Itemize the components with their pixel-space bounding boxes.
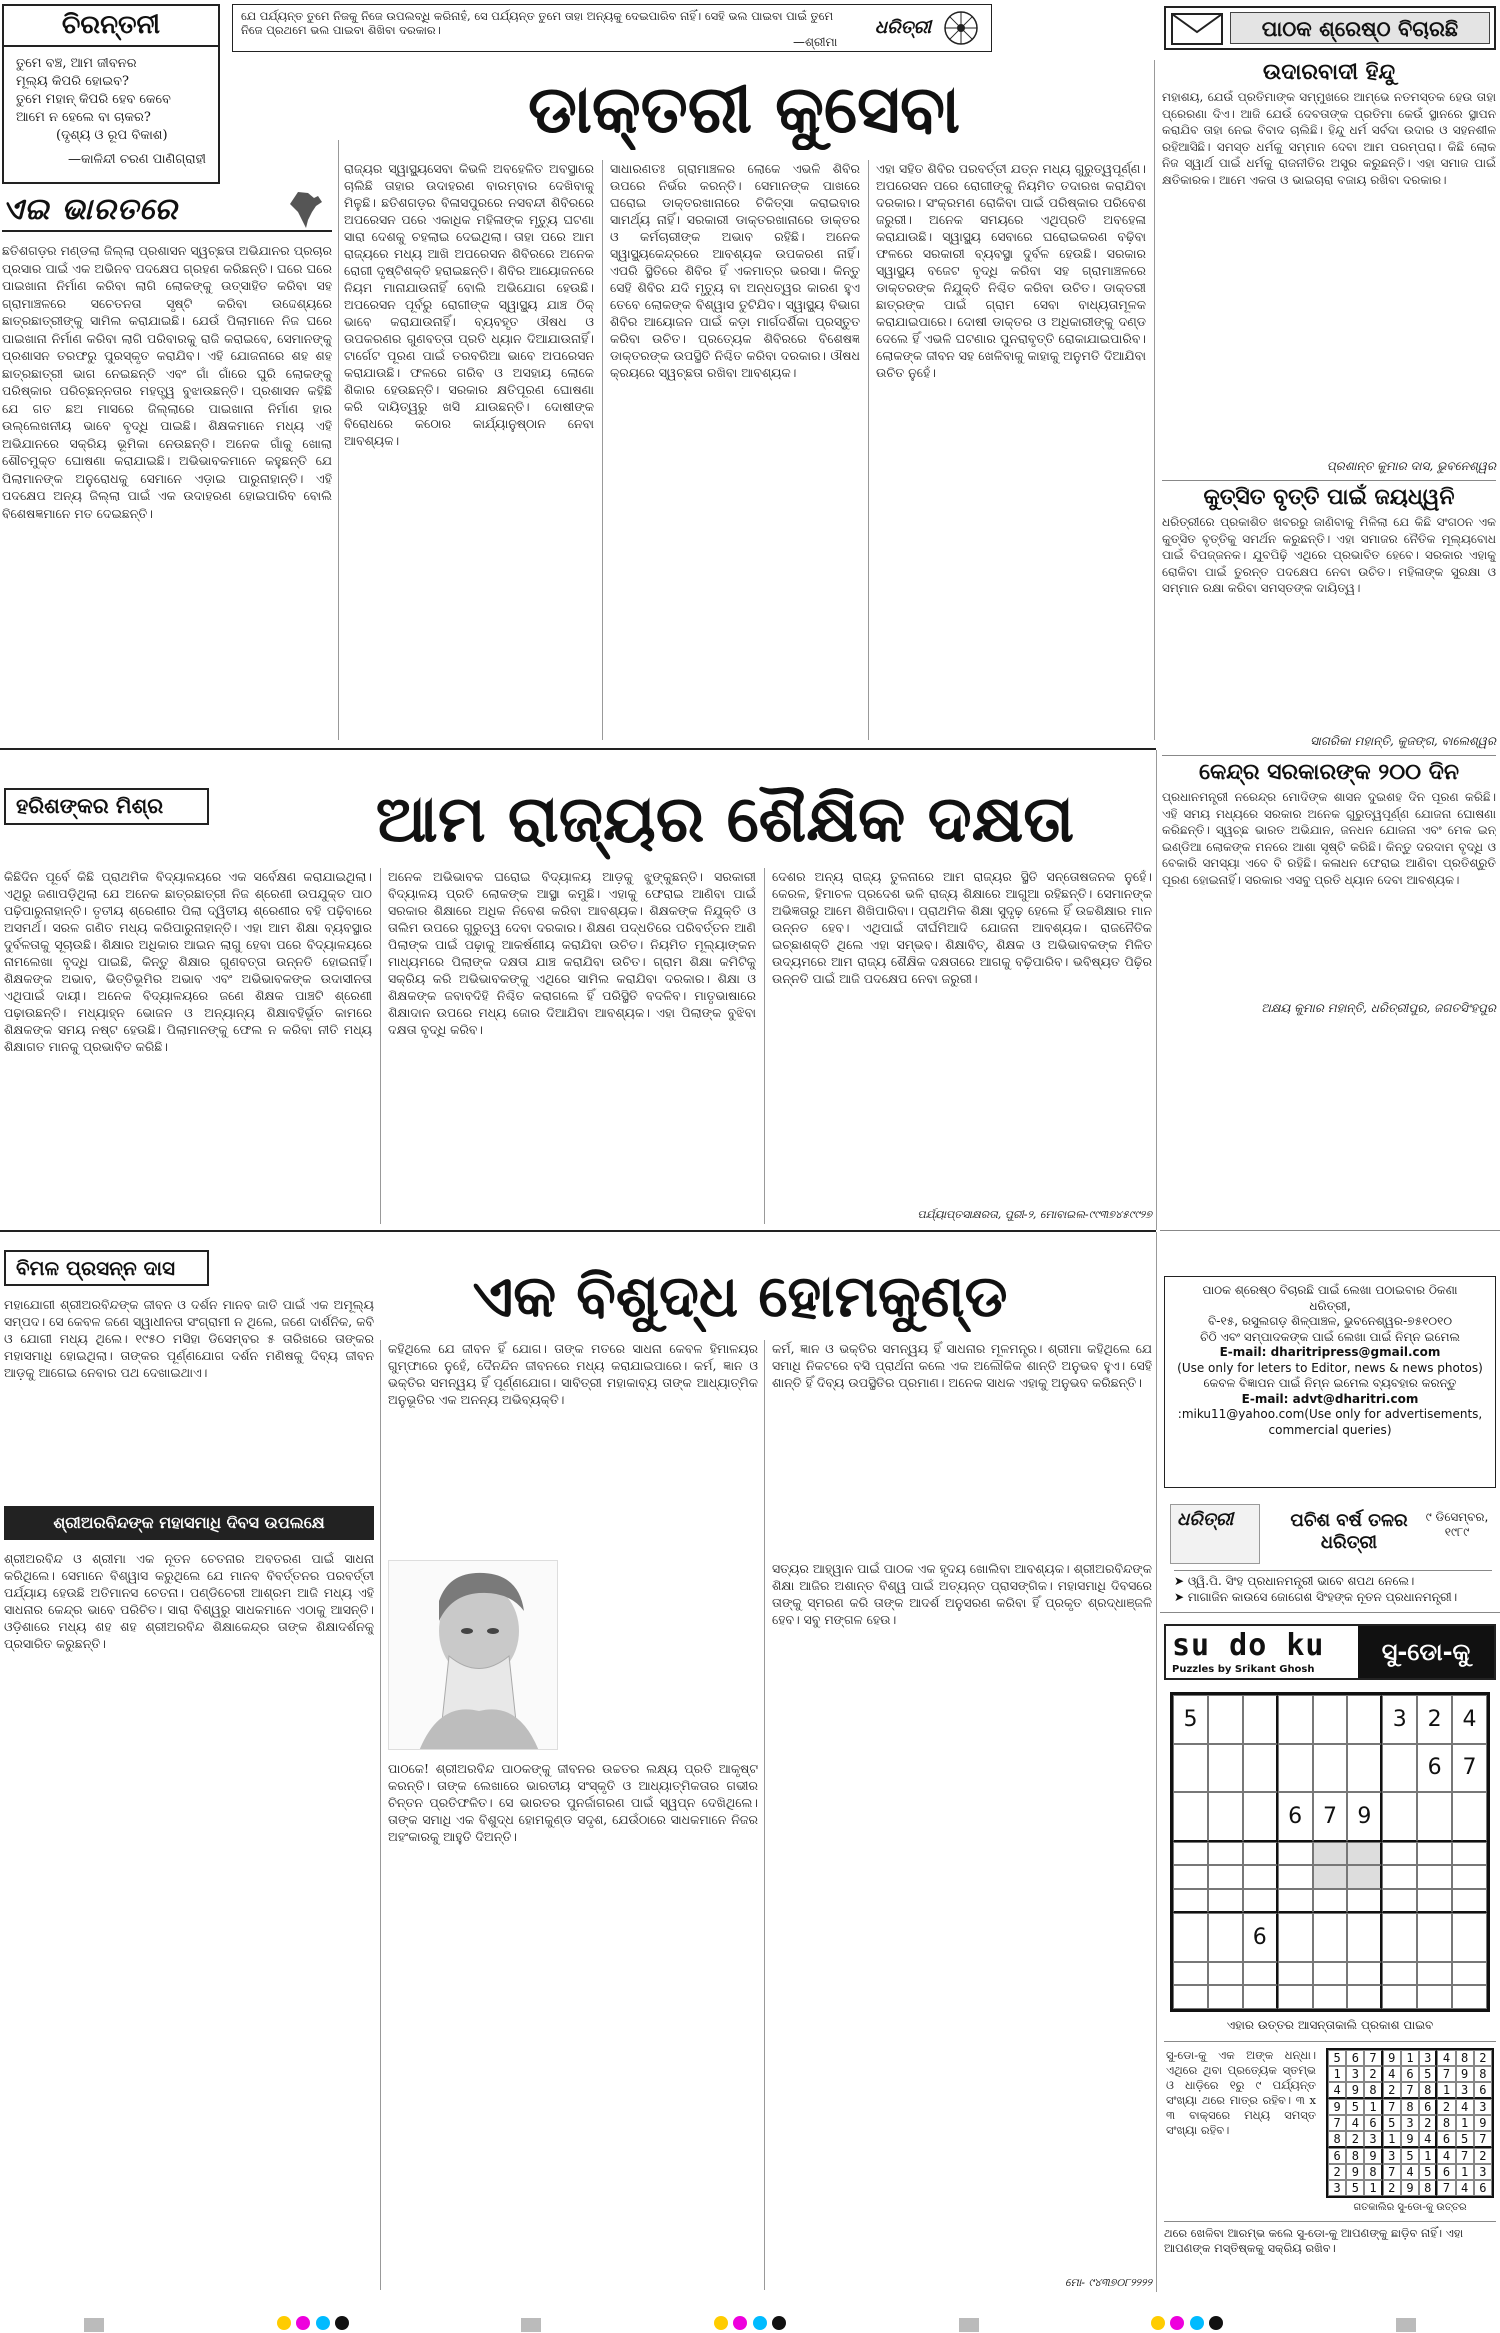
advt-email[interactable]: E-mail: advt@dharitri.com bbox=[1241, 1391, 1419, 1406]
sudoku-cell[interactable] bbox=[1173, 1913, 1208, 1962]
sudoku-cell[interactable] bbox=[1347, 1865, 1382, 1889]
ajibharat-label: ଏଇ ଭାରତରେ bbox=[2, 192, 332, 232]
solution-cell: 9 bbox=[1401, 2180, 1419, 2196]
solution-cell: 4 bbox=[1437, 2050, 1455, 2066]
chirantani-title: ଚିରନ୍ତନୀ bbox=[4, 6, 218, 47]
sudoku-cell[interactable] bbox=[1208, 1842, 1243, 1866]
solution-cell: 2 bbox=[1437, 2099, 1455, 2115]
sudoku-cell[interactable] bbox=[1382, 1792, 1417, 1842]
chirantani-box bbox=[2, 4, 220, 184]
sudoku-cell[interactable] bbox=[1173, 1985, 1208, 2009]
sudoku-cell[interactable] bbox=[1173, 1744, 1208, 1793]
grey-block bbox=[84, 2318, 104, 2332]
sudoku-cell[interactable]: 5 bbox=[1173, 1695, 1208, 1744]
sudoku-cell[interactable]: 6 bbox=[1243, 1913, 1278, 1962]
solution-cell: 6 bbox=[1401, 2066, 1419, 2082]
article2-title: ଆମ ରାଜ୍ୟର ଶୈକ୍ଷିକ ଦକ୍ଷତା bbox=[375, 783, 1075, 857]
solution-cell: 6 bbox=[1474, 2180, 1492, 2196]
solution-cell: 3 bbox=[1346, 2066, 1364, 2082]
article2-signoff: ପର୍ଯ୍ୟାପ୍ତସାକ୍ଷରତା, ପୁରୀ-୨, ମୋବାଇଲ-୯୯୩୭୪୫୯୯୨୭ bbox=[917, 1208, 1152, 1221]
article1-title: ଡାକ୍ତରୀ କୁସେବା bbox=[527, 71, 961, 148]
sudoku-footer: ଥରେ ଖେଳିବା ଆରମ୍ଭ କଲେ ସୁ-ଡୋ-କୁ ଆପଣଙ୍କୁ ଛାଡ଼ିବ ନାହିଁ। ଏହା ଆପଣଙ୍କ ମସ୍ତିଷ୍କକୁ ସକ୍ରିୟ ରଖିବ। bbox=[1164, 2221, 1496, 2257]
article3-signoff: ମୋ- ୯୪୩୭୦୮୨୨୨୨ bbox=[1065, 2276, 1152, 2289]
sudoku-cell[interactable] bbox=[1243, 1792, 1278, 1842]
solution-cell: 6 bbox=[1419, 2099, 1437, 2115]
letters-header bbox=[1164, 6, 1496, 50]
sudoku-cell[interactable]: 6 bbox=[1278, 1792, 1313, 1842]
address-line: ଚିଠି ଏବଂ ସମ୍ପାଦକଙ୍କ ପାଇଁ ଲେଖା ପାଇଁ ନିମ୍ନ ଇମେଲ bbox=[1200, 1329, 1460, 1344]
sudoku-cell[interactable]: 9 bbox=[1347, 1792, 1382, 1842]
ajibharat-box bbox=[2, 192, 332, 742]
solution-cell: 3 bbox=[1474, 2099, 1492, 2115]
sudoku-cell[interactable] bbox=[1278, 1744, 1313, 1793]
grey-block bbox=[521, 2318, 541, 2332]
solution-cell: 9 bbox=[1401, 2131, 1419, 2148]
solution-cell: 2 bbox=[1419, 2115, 1437, 2131]
sudoku-cell[interactable]: 7 bbox=[1313, 1792, 1348, 1842]
sudoku-cell[interactable] bbox=[1417, 1913, 1452, 1962]
quote-text: ଯେ ପର୍ଯ୍ୟନ୍ତ ତୁମେ ନିଜକୁ ନିଜେ ଉପଲବ୍ଧି କରିନାହଁ, ସେ ପର୍ଯ୍ୟନ୍ତ ତୁମେ ତାହା ଅନ୍ୟକୁ ଦେଇପାରିବ ନାହିଁ। ସେହି ଭଲ ପାଇବା ପାଇଁ ତୁମେ ନିଜେ ପ୍ରଥମେ ଭଲ ପାଇବା ଶିଖିବା ଦରକାର। bbox=[241, 9, 834, 37]
sudoku-subtitle: Puzzles by Srikant Ghosh bbox=[1172, 1664, 1315, 1675]
sudoku-cell[interactable] bbox=[1173, 1792, 1208, 1842]
quote-banner bbox=[232, 4, 992, 52]
solution-cell: 3 bbox=[1419, 2050, 1437, 2066]
solution-cell: 1 bbox=[1401, 2050, 1419, 2066]
sudoku-cell[interactable] bbox=[1347, 1913, 1382, 1962]
solution-cell: 4 bbox=[1346, 2115, 1364, 2131]
sudoku-cell[interactable] bbox=[1278, 1962, 1313, 1986]
article3-title: ଏକ ବିଶୁଦ୍ଧ ହୋମକୁଣ୍ଡ bbox=[472, 1262, 1008, 1330]
article3-col2: କହିଥିଲେ ଯେ ଜୀବନ ହିଁ ଯୋଗ। ତାଙ୍କ ମତରେ ସାଧନା କେବଳ ହିମାଳୟର ଗୁମ୍ଫାରେ ନୁହେଁ, ଦୈନନ୍ଦିନ ଜୀବନରେ ମଧ୍ୟ କରାଯାଇପାରେ। କର୍ମ, ଜ୍ଞାନ ଓ ଭକ୍ତିର ସମନ୍ୱୟ ହିଁ ପୂର୍ଣ୍ଣଯୋଗ। ସାବିତ୍ରୀ ମହାକାବ୍ୟ ତାଙ୍କ ଆଧ୍ୟାତ୍ମିକ ଅନୁଭୂତିର ଏକ ଅନନ୍ୟ ଅଭିବ୍ୟକ୍ତି। bbox=[388, 1341, 758, 1407]
solution-cell: 8 bbox=[1328, 2131, 1346, 2148]
sudoku-solution-caption: ଗତକାଲିର ସୁ-ଡୋ-କୁ ଉତ୍ତର bbox=[1353, 2202, 1467, 2213]
sudoku-cell[interactable]: 2 bbox=[1417, 1695, 1452, 1744]
article3-col1: ମହାଯୋଗୀ ଶ୍ରୀଅରବିନ୍ଦଙ୍କ ଜୀବନ ଓ ଦର୍ଶନ ମାନବ ଜାତି ପାଇଁ ଏକ ଅମୂଲ୍ୟ ସମ୍ପଦ। ସେ କେବଳ ଜଣେ ସ୍ୱାଧୀନତା ସଂଗ୍ରାମୀ ନ ଥିଲେ, ଜଣେ ଦାର୍ଶନିକ, କବି ଓ ଯୋଗୀ ମଧ୍ୟ ଥିଲେ। ୧୯୫୦ ମସିହା ଡିସେମ୍ବର ୫ ତାରିଖରେ ତାଙ୍କର ମହାସମାଧି ହୋଇଥିଲା। ତାଙ୍କର ପୂର୍ଣ୍ଣଯୋଗ ଦର୍ଶନ ମଣିଷକୁ ଦିବ୍ୟ ଜୀବନ ଆଡ଼କୁ ଆଗେଇ ନେବାର ପଥ ଦେଖାଇଥାଏ। bbox=[4, 1297, 374, 1380]
solution-cell: 9 bbox=[1364, 2148, 1382, 2164]
poem-line: ଆମେ ନ ହେଲେ ବା ଚାକର? bbox=[16, 110, 151, 125]
solution-cell: 9 bbox=[1346, 2164, 1364, 2180]
solution-cell: 4 bbox=[1383, 2066, 1401, 2082]
solution-cell: 8 bbox=[1456, 2050, 1474, 2066]
article3-author: ବିମଳ ପ୍ରସନ୍ନ ଦାସ bbox=[4, 1250, 209, 1286]
editor-email-note: (Use only for leters to Editor, news & news photos) bbox=[1177, 1360, 1483, 1375]
sudoku-cell[interactable] bbox=[1347, 1744, 1382, 1793]
letter1-signature: ପ୍ରଶାନ୍ତ କୁମାର ଦାସ, ଭୁବନେଶ୍ୱର bbox=[1326, 459, 1496, 473]
sudoku-cell[interactable] bbox=[1313, 1985, 1348, 2009]
solution-cell: 6 bbox=[1328, 2148, 1346, 2164]
letter3-signature: ଅକ୍ଷୟ କୁମାର ମହାନ୍ତି, ଧରିତ୍ରୀପୁର, ଜଗତସିଂହପୁର bbox=[1261, 1001, 1496, 1015]
solution-cell: 1 bbox=[1456, 2164, 1474, 2180]
solution-cell: 8 bbox=[1346, 2148, 1364, 2164]
sudoku-cell[interactable] bbox=[1278, 1913, 1313, 1962]
sudoku-cell[interactable] bbox=[1313, 1865, 1348, 1889]
solution-cell: 9 bbox=[1328, 2099, 1346, 2115]
article3-subhead: ଶ୍ରୀଅରବିନ୍ଦଙ୍କ ମହାସମାଧି ଦିବସ ଉପଲକ୍ଷେ bbox=[4, 1506, 374, 1540]
aurobindo-photo bbox=[388, 1560, 558, 1750]
letter3-body: ପ୍ରଧାନମନ୍ତ୍ରୀ ନରେନ୍ଦ୍ର ମୋଦିଙ୍କ ଶାସନ ଦୁଇଶହ ଦିନ ପୂରଣ କରିଛି। ଏହି ସମୟ ମଧ୍ୟରେ ସରକାର ଅନେକ ଗୁରୁତ୍ୱପୂର୍ଣ୍ଣ ଯୋଜନା ଘୋଷଣା କରିଛନ୍ତି। ସ୍ୱଚ୍ଛ ଭାରତ ଅଭିଯାନ, ଜନଧନ ଯୋଜନା ଏବଂ ମେକ ଇନ୍ ଇଣ୍ଡିଆ ଲୋକଙ୍କ ମନରେ ଆଶା ସୃଷ୍ଟି କରିଛି। କିନ୍ତୁ ଦରଦାମ ବୃଦ୍ଧି ଓ ବେକାରି ସମସ୍ୟା ଏବେ ବି ରହିଛି। କଳାଧନ ଫେରାଇ ଆଣିବା ପ୍ରତିଶ୍ରୁତି ପୂରଣ ହୋଇନାହିଁ। ସରକାର ଏସବୁ ପ୍ରତି ଧ୍ୟାନ ଦେବା ଆବଶ୍ୟକ। bbox=[1162, 790, 1496, 887]
solution-cell: 7 bbox=[1401, 2082, 1419, 2099]
sudoku-cell[interactable] bbox=[1243, 1842, 1278, 1866]
solution-cell: 6 bbox=[1437, 2164, 1455, 2180]
sudoku-cell[interactable] bbox=[1382, 1889, 1417, 1914]
sudoku-cell[interactable] bbox=[1452, 1913, 1487, 1962]
sudoku-cell[interactable] bbox=[1208, 1985, 1243, 2009]
solution-cell: 2 bbox=[1474, 2148, 1492, 2164]
sudoku-cell[interactable] bbox=[1452, 1962, 1487, 1986]
envelope-icon bbox=[1170, 12, 1224, 46]
sudoku-brand: su do ku bbox=[1172, 1628, 1325, 1663]
sudoku-cell[interactable] bbox=[1417, 1865, 1452, 1889]
sudoku-cell[interactable]: 6 bbox=[1417, 1744, 1452, 1793]
sudoku-cell[interactable] bbox=[1313, 1889, 1348, 1914]
article3-col3: କର୍ମ, ଜ୍ଞାନ ଓ ଭକ୍ତିର ସମନ୍ୱୟ ହିଁ ସାଧନାର ମୂଳମନ୍ତ୍ର। ଶ୍ରୀମା କହିଥିଲେ ଯେ ସମାଧି ନିକଟରେ ବସି ପ୍ରାର୍ଥନା କଲେ ଏକ ଅଲୌକିକ ଶାନ୍ତି ଅନୁଭବ ହୁଏ। ସେହି ଶାନ୍ତି ହିଁ ଦିବ୍ୟ ଉପସ୍ଥିତିର ପ୍ରମାଣ। ଅନେକ ସାଧକ ଏହାକୁ ଅନୁଭବ କରିଛନ୍ତି। bbox=[772, 1341, 1152, 1390]
dharitri-ago-label: ପଚିଶ ବର୍ଷ ତଳର ଧରିତ୍ରୀ bbox=[1290, 1510, 1408, 1553]
solution-cell: 4 bbox=[1437, 2148, 1455, 2164]
article2-col1: କିଛିଦିନ ପୂର୍ବେ କିଛି ପ୍ରାଥମିକ ବିଦ୍ୟାଳୟରେ ଏକ ସର୍ବେକ୍ଷଣ କରାଯାଇଥିଲା। ଏଥିରୁ ଜଣାପଡ଼ିଥିଲା ଯେ ଅନେକ ଛାତ୍ରଛାତ୍ରୀ ନିଜ ଶ୍ରେଣୀ ଉପଯୁକ୍ତ ପାଠ ପଢ଼ିପାରୁନାହାନ୍ତି। ତୃତୀୟ ଶ୍ରେଣୀର ପିଲା ଦ୍ୱିତୀୟ ଶ୍ରେଣୀର ବହି ପଢ଼ିବାରେ ଅସମର୍ଥ। ସରଳ ଗଣିତ ମଧ୍ୟ କରିପାରୁନାହାନ୍ତି। ଏହା ଆମ ଶିକ୍ଷା ବ୍ୟବସ୍ଥାର ଦୁର୍ବଳତାକୁ ସୂଚାଉଛି। ଶିକ୍ଷାର ଅଧିକାର ଆଇନ ଲାଗୁ ହେବା ପରେ ବିଦ୍ୟାଳୟରେ ନାମଲେଖା ବୃଦ୍ଧି ପାଇଛି, କିନ୍ତୁ ଶିକ୍ଷାର ଗୁଣବତ୍ତା ଉନ୍ନତି ହୋଇନାହିଁ। ଶିକ୍ଷକଙ୍କ ଅଭାବ, ଭିତ୍ତିଭୂମିର ଅଭାବ ଏବଂ ଅଭିଭାବକଙ୍କ ଉଦାସୀନତା ଏଥିପାଇଁ ଦାୟୀ। ଅନେକ ବିଦ୍ୟାଳୟରେ ଜଣେ ଶିକ୍ଷକ ପାଞ୍ଚଟି ଶ୍ରେଣୀ ପଢ଼ାଉଛନ୍ତି। ମଧ୍ୟାହ୍ନ ଭୋଜନ ଓ ଅନ୍ୟାନ୍ୟ ଶିକ୍ଷାବହିର୍ଭୂତ କାମରେ ଶିକ୍ଷକଙ୍କ ସମୟ ନଷ୍ଟ ହେଉଛି। ପିଲାମାନଙ୍କୁ ଫେଲ ନ କରିବା ନୀତି ମଧ୍ୟ ଶିକ୍ଷାଗତ ମାନକୁ ପ୍ରଭାବିତ କରିଛି। bbox=[4, 869, 372, 1054]
ago-item: ➤ ମାଗାଜିନ କାଉସେ ଜୋଗେଶ ସିଂହଙ୍କ ନୂତନ ପ୍ରଧାନମନ୍ତ୍ରୀ। bbox=[1174, 1590, 1458, 1604]
solution-cell: 5 bbox=[1346, 2099, 1364, 2115]
dharitri-logo-small: ଧରିତ୍ରୀ bbox=[874, 17, 931, 38]
solution-cell: 5 bbox=[1383, 2115, 1401, 2131]
solution-cell: 6 bbox=[1364, 2115, 1382, 2131]
india-map-icon bbox=[286, 190, 326, 230]
letter1-title: ଉଦାରବାଦୀ ହିନ୍ଦୁ bbox=[1262, 60, 1396, 85]
sudoku-cell[interactable] bbox=[1452, 1792, 1487, 1842]
solution-cell: 9 bbox=[1474, 2115, 1492, 2131]
ago-item: ➤ ଓ୍ୱି.ପି. ସିଂହ ପ୍ରଧାନମନ୍ତ୍ରୀ ଭାବେ ଶପଥ ନେଲେ। bbox=[1174, 1574, 1415, 1588]
letter2-body: ଧରିତ୍ରୀରେ ପ୍ରକାଶିତ ଖବରରୁ ଜାଣିବାକୁ ମିଳିଲା ଯେ କିଛି ସଂଗଠନ ଏକ କୁତ୍ସିତ ବୃତ୍ତିକୁ ସମର୍ଥନ କରୁଛନ୍ତି। ଏହା ସମାଜର ନୈତିକ ମୂଲ୍ୟବୋଧ ପାଇଁ ବିପଜ୍ଜନକ। ଯୁବପିଢ଼ି ଏଥିରେ ପ୍ରଭାବିତ ହେବେ। ସରକାର ଏହାକୁ ରୋକିବା ପାଇଁ ତୁରନ୍ତ ପଦକ୍ଷେପ ନେବା ଉଚିତ। ମହିଳାଙ୍କ ସୁରକ୍ଷା ଓ ସମ୍ମାନ ରକ୍ଷା କରିବା ସମସ୍ତଙ୍କ ଦାୟିତ୍ୱ। bbox=[1162, 515, 1496, 595]
sudoku-cell[interactable] bbox=[1208, 1913, 1243, 1962]
sudoku-cell[interactable] bbox=[1382, 1985, 1417, 2009]
solution-cell: 2 bbox=[1383, 2082, 1401, 2099]
advt-email-alt[interactable]: :miku11@yahoo.com(Use only for advertisements, commercial queries) bbox=[1177, 1407, 1483, 1437]
sudoku-cell[interactable] bbox=[1243, 1889, 1278, 1914]
sudoku-cell[interactable] bbox=[1173, 1962, 1208, 1986]
letter3-title: କେନ୍ଦ୍ର ସରକାରଙ୍କ ୨୦୦ ଦିନ bbox=[1162, 755, 1496, 785]
solution-cell: 2 bbox=[1364, 2066, 1382, 2082]
sudoku-cell[interactable] bbox=[1417, 1962, 1452, 1986]
solution-cell: 8 bbox=[1419, 2082, 1437, 2099]
chakra-icon bbox=[943, 10, 979, 46]
sudoku-cell[interactable] bbox=[1313, 1913, 1348, 1962]
sudoku-cell[interactable] bbox=[1347, 1985, 1382, 2009]
sudoku-cell[interactable] bbox=[1452, 1842, 1487, 1866]
solution-cell: 6 bbox=[1437, 2131, 1455, 2148]
solution-cell: 3 bbox=[1401, 2115, 1419, 2131]
sudoku-cell[interactable]: 7 bbox=[1452, 1744, 1487, 1793]
solution-cell: 1 bbox=[1456, 2115, 1474, 2131]
solution-cell: 1 bbox=[1437, 2082, 1455, 2099]
solution-cell: 8 bbox=[1401, 2099, 1419, 2115]
solution-cell: 7 bbox=[1474, 2131, 1492, 2148]
sudoku-cell[interactable] bbox=[1278, 1865, 1313, 1889]
sudoku-cell[interactable] bbox=[1382, 1842, 1417, 1866]
solution-cell: 2 bbox=[1383, 2180, 1401, 2196]
sudoku-solution-grid bbox=[1326, 2048, 1494, 2198]
sudoku-cell[interactable] bbox=[1347, 1695, 1382, 1744]
advt-email-label: କେବଳ ବିଜ୍ଞାପନ ପାଇଁ ନିମ୍ନ ଇମେଲ ବ୍ୟବହାର କରନ୍ତୁ bbox=[1203, 1376, 1457, 1390]
solution-cell: 8 bbox=[1419, 2180, 1437, 2196]
address-line: ଧରିତ୍ରୀ, bbox=[1309, 1298, 1351, 1313]
sudoku-cell[interactable] bbox=[1313, 1744, 1348, 1793]
sudoku-cell[interactable] bbox=[1173, 1865, 1208, 1889]
solution-cell: 3 bbox=[1383, 2148, 1401, 2164]
solution-cell: 1 bbox=[1364, 2180, 1382, 2196]
editor-email[interactable]: E-mail: dharitripress@gmail.com bbox=[1219, 1345, 1441, 1359]
solution-cell: 1 bbox=[1364, 2099, 1382, 2115]
solution-cell: 8 bbox=[1437, 2115, 1455, 2131]
sudoku-cell[interactable] bbox=[1243, 1695, 1278, 1744]
color-dots bbox=[1151, 2315, 1222, 2333]
article1-col1: ରାଜ୍ୟର ସ୍ୱାସ୍ଥ୍ୟସେବା କିଭଳି ଅବହେଳିତ ଅବସ୍ଥାରେ ଚାଲିଛି ତାହାର ଉଦାହରଣ ବାରମ୍ବାର ଦେଖିବାକୁ ମିଳୁଛି। ଛତିଶଗଡ଼ର ବିଳାସପୁରରେ ନସବନ୍ଦୀ ଶିବିରରେ ଅପରେସନ ପରେ ଏକାଧିକ ମହିଳାଙ୍କ ମୃତ୍ୟୁ ଘଟଣା ସାରା ଦେଶକୁ ଚହଲାଇ ଦେଇଥିଲା। ତାହା ପରେ ଆମ ରାଜ୍ୟରେ ମଧ୍ୟ ଆଖି ଅପରେସନ ଶିବିରରେ ଅନେକ ରୋଗୀ ଦୃଷ୍ଟିଶକ୍ତି ହରାଇଛନ୍ତି। ଶିବିର ଆୟୋଜନରେ ନିୟମ ମାନାଯାଉନାହିଁ ବୋଲି ଅଭିଯୋଗ ହେଉଛି। ଅପରେସନ ପୂର୍ବରୁ ରୋଗୀଙ୍କ ସ୍ୱାସ୍ଥ୍ୟ ଯାଞ୍ଚ ଠିକ୍ ଭାବେ କରାଯାଉନାହିଁ। ବ୍ୟବହୃତ ଔଷଧ ଓ ଉପକରଣର ଗୁଣବତ୍ତା ପ୍ରତି ଧ୍ୟାନ ଦିଆଯାଉନାହିଁ। ଟାର୍ଗେଟ ପୂରଣ ପାଇଁ ତରବରିଆ ଭାବେ ଅପରେସନ କରାଯାଉଛି। ଫଳରେ ଗରିବ ଓ ଅସହାୟ ଲୋକେ ଶିକାର ହେଉଛନ୍ତି। ସରକାର କ୍ଷତିପୂରଣ ଘୋଷଣା କରି ଦାୟିତ୍ୱରୁ ଖସି ଯାଉଛନ୍ତି। ଦୋଷୀଙ୍କ ବିରୋଧରେ କଠୋର କାର୍ଯ୍ୟାନୁଷ୍ଠାନ ନେବା ଆବଶ୍ୟକ। bbox=[344, 161, 594, 448]
sudoku-cell[interactable] bbox=[1452, 1985, 1487, 2009]
sudoku-cell[interactable] bbox=[1382, 1744, 1417, 1793]
solution-cell: 3 bbox=[1474, 2164, 1492, 2180]
sudoku-cell[interactable]: 4 bbox=[1452, 1695, 1487, 1744]
sudoku-cell[interactable] bbox=[1208, 1695, 1243, 1744]
poem-author: —କାଳିନ୍ଦୀ ଚରଣ ପାଣିଗ୍ରାହୀ bbox=[67, 152, 206, 167]
solution-cell: 1 bbox=[1383, 2131, 1401, 2148]
solution-cell: 8 bbox=[1364, 2164, 1382, 2180]
sudoku-cell[interactable] bbox=[1278, 1889, 1313, 1914]
solution-cell: 2 bbox=[1474, 2050, 1492, 2066]
solution-cell: 4 bbox=[1401, 2164, 1419, 2180]
solution-cell: 7 bbox=[1437, 2066, 1455, 2082]
letters-header-title: ପାଠକ ଶ୍ରେଷ୍ଠ ବିଚାରଛି bbox=[1230, 12, 1490, 44]
sudoku-cell[interactable] bbox=[1417, 1842, 1452, 1866]
solution-cell: 4 bbox=[1456, 2099, 1474, 2115]
solution-cell: 6 bbox=[1346, 2050, 1364, 2066]
sudoku-brand-odia: ସୁ-ଡୋ-କୁ bbox=[1358, 1626, 1494, 1678]
solution-cell: 9 bbox=[1383, 2050, 1401, 2066]
address-line: ପାଠକ ଶ୍ରେଷ୍ଠ ବିଚାରଛି ପାଇଁ ଲେଖା ପଠାଇବାର ଠିକଣା bbox=[1202, 1283, 1458, 1297]
solution-cell: 3 bbox=[1364, 2131, 1382, 2148]
dharitri-ago-logo: ଧରିତ୍ରୀ bbox=[1177, 1509, 1234, 1530]
solution-cell: 4 bbox=[1328, 2082, 1346, 2099]
sudoku-cell[interactable] bbox=[1347, 1889, 1382, 1914]
sudoku-cell[interactable] bbox=[1417, 1985, 1452, 2009]
article2-col3: ଦେଶର ଅନ୍ୟ ରାଜ୍ୟ ତୁଳନାରେ ଆମ ରାଜ୍ୟର ସ୍ଥିତି ସନ୍ତୋଷଜନକ ନୁହେଁ। କେରଳ, ହିମାଚଳ ପ୍ରଦେଶ ଭଳି ରାଜ୍ୟ ଶିକ୍ଷାରେ ଆଗୁଆ ରହିଛନ୍ତି। ସେମାନଙ୍କ ଅଭିଜ୍ଞତାରୁ ଆମେ ଶିଖିପାରିବା। ପ୍ରାଥମିକ ଶିକ୍ଷା ସୁଦୃଢ଼ ହେଲେ ହିଁ ଉଚ୍ଚଶିକ୍ଷାର ମାନ ଉନ୍ନତ ହେବ। ଏଥିପାଇଁ ଦୀର୍ଘମିଆଦି ଯୋଜନା ଆବଶ୍ୟକ। ରାଜନୈତିକ ଇଚ୍ଛାଶକ୍ତି ଥିଲେ ଏହା ସମ୍ଭବ। ଶିକ୍ଷାବିତ୍, ଶିକ୍ଷକ ଓ ଅଭିଭାବକଙ୍କ ମିଳିତ ଉଦ୍ୟମରେ ଆମ ରାଜ୍ୟ ଶୈକ୍ଷିକ ଦକ୍ଷତାରେ ଆଗକୁ ବଢ଼ିପାରିବ। ଭବିଷ୍ୟତ ପିଢ଼ିର ଉନ୍ନତି ପାଇଁ ଆଜି ପଦକ୍ଷେପ ନେବା ଜରୁରୀ। bbox=[772, 869, 1152, 986]
sudoku-answer-note: ଏହାର ଉତ୍ତର ଆସନ୍ତାକାଲି ପ୍ରକାଶ ପାଇବ bbox=[1226, 2018, 1434, 2032]
sudoku-cell[interactable] bbox=[1243, 1865, 1278, 1889]
solution-cell: 5 bbox=[1328, 2050, 1346, 2066]
sudoku-cell[interactable] bbox=[1382, 1913, 1417, 1962]
sudoku-cell[interactable] bbox=[1347, 1842, 1382, 1866]
solution-cell: 7 bbox=[1364, 2050, 1382, 2066]
sudoku-cell[interactable] bbox=[1313, 1962, 1348, 1986]
solution-cell: 2 bbox=[1346, 2131, 1364, 2148]
poem-line: ତୁମେ ମହାନ୍ କିପରି ହେବ କେବେ bbox=[16, 92, 171, 107]
address-line: ବି-୧୫, ରସୁଲଗଡ଼ ଶିଳ୍ପାଞ୍ଚଳ, ଭୁବନେଶ୍ୱର-୭୫୧୦୧୦ bbox=[1207, 1314, 1453, 1328]
grey-block bbox=[959, 2318, 979, 2332]
solution-cell: 4 bbox=[1419, 2131, 1437, 2148]
solution-cell: 7 bbox=[1383, 2164, 1401, 2180]
sudoku-grid[interactable] bbox=[1170, 1692, 1490, 2012]
portrait-illustration bbox=[389, 1561, 558, 1750]
sudoku-cell[interactable] bbox=[1417, 1889, 1452, 1914]
solution-cell: 4 bbox=[1456, 2180, 1474, 2196]
solution-cell: 9 bbox=[1456, 2066, 1474, 2082]
solution-cell: 1 bbox=[1419, 2148, 1437, 2164]
letter2-signature: ସାଗରିକା ମହାନ୍ତି, କୁଜଙ୍ଗ, ବାଲେଶ୍ୱର bbox=[1310, 734, 1496, 748]
sudoku-cell[interactable] bbox=[1173, 1889, 1208, 1914]
sudoku-rules: ସୁ-ଡୋ-କୁ ଏକ ଅଙ୍କ ଧନ୍ଧା। ଏଥିରେ ଥିବା ପ୍ରତ୍ୟେକ ସ୍ତମ୍ଭ ଓ ଧାଡ଼ିରେ ୧ରୁ ୯ ପର୍ଯ୍ୟନ୍ତ ସଂଖ୍ୟା ଥରେ ମାତ୍ର ରହିବ। ୩ x ୩ ବାକ୍ସରେ ମଧ୍ୟ ସମସ୍ତ ସଂଖ୍ୟା ରହିବ। bbox=[1166, 2048, 1316, 2137]
article2-author: ହରିଶଙ୍କର ମିଶ୍ର bbox=[4, 788, 209, 825]
solution-cell: 8 bbox=[1474, 2066, 1492, 2082]
sudoku-cell[interactable] bbox=[1417, 1792, 1452, 1842]
solution-cell: 5 bbox=[1419, 2164, 1437, 2180]
article3-col3b: ସତ୍ୟର ଆହ୍ୱାନ ପାଇଁ ପାଠକ ଏକ ହୃଦୟ ଖୋଲିବା ଆବଶ୍ୟକ। ଶ୍ରୀଅରବିନ୍ଦଙ୍କ ଶିକ୍ଷା ଆଜିର ଅଶାନ୍ତ ବିଶ୍ୱ ପାଇଁ ଅତ୍ୟନ୍ତ ପ୍ରାସଙ୍ଗିକ। ମହାସମାଧି ଦିବସରେ ତାଙ୍କୁ ସ୍ମରଣ କରି ତାଙ୍କ ଆଦର୍ଶ ଅନୁସରଣ କରିବା ହିଁ ପ୍ରକୃତ ଶ୍ରଦ୍ଧାଞ୍ଜଳି ହେବ। ସବୁ ମଙ୍ଗଳ ହେଉ। bbox=[772, 1561, 1152, 1627]
article2-col2: ଅନେକ ଅଭିଭାବକ ଘରୋଇ ବିଦ୍ୟାଳୟ ଆଡ଼କୁ ଝୁଙ୍କୁଛନ୍ତି। ସରକାରୀ ବିଦ୍ୟାଳୟ ପ୍ରତି ଲୋକଙ୍କ ଆସ୍ଥା କମୁଛି। ଏହାକୁ ଫେରାଇ ଆଣିବା ପାଇଁ ସରକାର ଶିକ୍ଷାରେ ଅଧିକ ନିବେଶ କରିବା ଆବଶ୍ୟକ। ଶିକ୍ଷକଙ୍କ ନିଯୁକ୍ତି ଓ ତାଲିମ ଉପରେ ଗୁରୁତ୍ୱ ଦେବା ଦରକାର। ଶିକ୍ଷଣ ପଦ୍ଧତିରେ ପରିବର୍ତ୍ତନ ଆଣି ପିଲାଙ୍କ ପାଇଁ ପଢ଼ାକୁ ଆକର୍ଷଣୀୟ କରାଯିବା ଉଚିତ। ନିୟମିତ ମୂଲ୍ୟାଙ୍କନ ମାଧ୍ୟମରେ ପିଲାଙ୍କ ଦକ୍ଷତା ଯାଞ୍ଚ କରାଯିବା ଉଚିତ। ଗ୍ରାମ ଶିକ୍ଷା କମିଟିକୁ ସକ୍ରିୟ କରି ଅଭିଭାବକଙ୍କୁ ଏଥିରେ ସାମିଲ କରାଯିବା ଦରକାର। ଶିକ୍ଷା ଓ ଶିକ୍ଷକଙ୍କ ଜବାବଦିହି ନିଶ୍ଚିତ କରାଗଲେ ହିଁ ପରିସ୍ଥିତି ବଦଳିବ। ମାତୃଭାଷାରେ ଶିକ୍ଷାଦାନ ଉପରେ ମଧ୍ୟ ଜୋର ଦିଆଯିବା ଆବଶ୍ୟକ। ଏହା ପିଲାଙ୍କ ବୁଝିବା ଦକ୍ଷତା ବୃଦ୍ଧି କରିବ। bbox=[388, 869, 756, 1037]
quote-author: —ଶ୍ରୀମା bbox=[793, 35, 838, 49]
sudoku-cell[interactable] bbox=[1243, 1962, 1278, 1986]
color-dots bbox=[277, 2315, 348, 2333]
sudoku-cell[interactable] bbox=[1382, 1865, 1417, 1889]
solution-cell: 9 bbox=[1346, 2082, 1364, 2099]
sudoku-cell[interactable] bbox=[1313, 1695, 1348, 1744]
solution-cell: 6 bbox=[1474, 2082, 1492, 2099]
sudoku-cell[interactable] bbox=[1173, 1842, 1208, 1866]
poem-line: (ଦୃଶ୍ୟ ଓ ରୂପ ବିକାଶ) bbox=[56, 128, 168, 143]
sudoku-cell[interactable] bbox=[1208, 1792, 1243, 1842]
solution-cell: 5 bbox=[1419, 2066, 1437, 2082]
sudoku-cell[interactable]: 3 bbox=[1382, 1695, 1417, 1744]
print-registration-marks bbox=[0, 2316, 1500, 2333]
dharitri-ago-date: ୯ ଡିସେମ୍ବର, ୧୯୮୯ bbox=[1425, 1510, 1489, 1539]
solution-cell: 7 bbox=[1383, 2099, 1401, 2115]
sudoku-cell[interactable] bbox=[1243, 1985, 1278, 2009]
solution-cell: 7 bbox=[1456, 2148, 1474, 2164]
article3-col2b: ପାଠକେ! ଶ୍ରୀଅରବିନ୍ଦ ପାଠକଙ୍କୁ ଜୀବନର ଉଚ୍ଚତର ଲକ୍ଷ୍ୟ ପ୍ରତି ଆକୃଷ୍ଟ କରନ୍ତି। ତାଙ୍କ ଲେଖାରେ ଭାରତୀୟ ସଂସ୍କୃତି ଓ ଆଧ୍ୟାତ୍ମିକତାର ଗଭୀର ଚିନ୍ତନ ପ୍ରତିଫଳିତ। ସେ ଭାରତର ପୁନର୍ଜାଗରଣ ପାଇଁ ସ୍ୱପ୍ନ ଦେଖିଥିଲେ। ତାଙ୍କ ସମାଧି ଏକ ବିଶୁଦ୍ଧ ହୋମକୁଣ୍ଡ ସଦୃଶ, ଯେଉଁଠାରେ ସାଧକମାନେ ନିଜର ଅହଂକାରକୁ ଆହୁତି ଦିଅନ୍ତି। bbox=[388, 1761, 758, 1844]
article1-col2: ସାଧାରଣତଃ ଗ୍ରାମାଞ୍ଚଳର ଲୋକେ ଏଭଳି ଶିବିର ଉପରେ ନିର୍ଭର କରନ୍ତି। ସେମାନଙ୍କ ପାଖରେ ଘରୋଇ ଡାକ୍ତରଖାନାରେ ଚିକିତ୍ସା କରାଇବାର ସାମର୍ଥ୍ୟ ନାହିଁ। ସରକାରୀ ଡାକ୍ତରଖାନାରେ ଡାକ୍ତର ଓ କର୍ମଚାରୀଙ୍କ ଅଭାବ ରହିଛି। ଅନେକ ସ୍ୱାସ୍ଥ୍ୟକେନ୍ଦ୍ରରେ ଆବଶ୍ୟକ ଉପକରଣ ନାହିଁ। ଏପରି ସ୍ଥିତିରେ ଶିବିର ହିଁ ଏକମାତ୍ର ଭରସା। କିନ୍ତୁ ସେହି ଶିବିର ଯଦି ମୃତ୍ୟୁ ବା ଅନ୍ଧତ୍ୱର କାରଣ ହୁଏ ତେବେ ଲୋକଙ୍କ ବିଶ୍ୱାସ ତୁଟିଯିବ। ସ୍ୱାସ୍ଥ୍ୟ ବିଭାଗ ଶିବିର ଆୟୋଜନ ପାଇଁ କଡ଼ା ମାର୍ଗଦର୍ଶିକା ପ୍ରସ୍ତୁତ କରିବା ଉଚିତ। ପ୍ରତ୍ୟେକ ଶିବିରରେ ବିଶେଷଜ୍ଞ ଡାକ୍ତରଙ୍କ ଉପସ୍ଥିତି ନିଶ୍ଚିତ କରିବା ଦରକାର। ଔଷଧ କ୍ରୟରେ ସ୍ୱଚ୍ଛତା ରଖିବା ଆବଶ୍ୟକ। bbox=[610, 161, 860, 380]
solution-cell: 5 bbox=[1346, 2180, 1364, 2196]
grey-block bbox=[1396, 2318, 1416, 2332]
solution-cell: 3 bbox=[1328, 2180, 1346, 2196]
letters-column bbox=[1162, 56, 1496, 1226]
poem-line: ମୂଲ୍ୟ କିପରି ହୋଇବ? bbox=[16, 74, 129, 89]
sudoku-cell[interactable] bbox=[1208, 1962, 1243, 1986]
ajibharat-text: ଛତିଶଗଡ଼ର ମଣ୍ଡଲା ଜିଲ୍ଲା ପ୍ରଶାସନ ସ୍ୱଚ୍ଛତା ଅଭିଯାନର ପ୍ରଚାର ପ୍ରସାର ପାଇଁ ଏକ ଅଭିନବ ପଦକ୍ଷେପ ଗ୍ରହଣ କରିଛନ୍ତି। ଘରେ ଘରେ ପାଇଖାନା ନିର୍ମାଣ କରିବା ଲାଗି ଲୋକଙ୍କୁ ଉତ୍ସାହିତ କରିବା ସହ ଗ୍ରାମାଞ୍ଚଳରେ ସଚେତନତା ସୃଷ୍ଟି କରିବା ଉଦ୍ଦେଶ୍ୟରେ ଛାତ୍ରଛାତ୍ରୀଙ୍କୁ ସାମିଲ କରାଯାଇଛି। ଯେଉଁ ପିଲାମାନେ ନିଜ ଘରେ ପାଇଖାନା ନିର୍ମାଣ କରିବା ଲାଗି ପରିବାରକୁ ରାଜି କରାଇବେ, ସେମାନଙ୍କୁ ପ୍ରଶାସନ ତରଫରୁ ପୁରସ୍କୃତ କରାଯିବ। ଏହି ଯୋଜନାରେ ଶହ ଶହ ଛାତ୍ରଛାତ୍ରୀ ଭାଗ ନେଇଛନ୍ତି ଏବଂ ଗାଁ ଗାଁରେ ଘୁରି ଲୋକଙ୍କୁ ପରିଷ୍କାର ପରିଚ୍ଛନ୍ନତାର ମହତ୍ତ୍ୱ ବୁଝାଉଛନ୍ତି। ପ୍ରଶାସନ କହିଛି ଯେ ଗତ ଛଅ ମାସରେ ଜିଲ୍ଲାରେ ପାଇଖାନା ନିର୍ମାଣ ହାର ଉଲ୍ଲେଖନୀୟ ଭାବେ ବୃଦ୍ଧି ପାଇଛି। ଶିକ୍ଷକମାନେ ମଧ୍ୟ ଏହି ଅଭିଯାନରେ ସକ୍ରିୟ ଭୂମିକା ନେଉଛନ୍ତି। ଅନେକ ଗାଁକୁ ଖୋଲା ଶୌଚମୁକ୍ତ ଘୋଷଣା କରାଯାଇଛି। ଅଭିଭାବକମାନେ କହୁଛନ୍ତି ଯେ ପିଲାମାନଙ୍କ ଅନୁରୋଧକୁ ସେମାନେ ଏଡ଼ାଇ ପାରୁନାହାନ୍ତି। ଏହି ପଦକ୍ଷେପ ଅନ୍ୟ ଜିଲ୍ଲା ପାଇଁ ଏକ ଉଦାହରଣ ହୋଇପାରିବ ବୋଲି ବିଶେଷଜ୍ଞମାନେ ମତ ଦେଇଛନ୍ତି। bbox=[2, 243, 332, 521]
sudoku-cell[interactable] bbox=[1313, 1842, 1348, 1866]
article1-col3: ଏହା ସହିତ ଶିବିର ପରବର୍ତ୍ତୀ ଯତ୍ନ ମଧ୍ୟ ଗୁରୁତ୍ୱପୂର୍ଣ୍ଣ। ଅପରେସନ ପରେ ରୋଗୀଙ୍କୁ ନିୟମିତ ତଦାରଖ କରାଯିବା ଦରକାର। ସଂକ୍ରମଣ ରୋକିବା ପାଇଁ ପରିଷ୍କାର ପରିବେଶ ଜରୁରୀ। ଅନେକ ସମୟରେ ଏଥିପ୍ରତି ଅବହେଳା କରାଯାଉଛି। ସ୍ୱାସ୍ଥ୍ୟ ସେବାରେ ଘରୋଇକରଣ ବଢ଼ିବା ଫଳରେ ସରକାରୀ ବ୍ୟବସ୍ଥା ଦୁର୍ବଳ ହେଉଛି। ସରକାର ସ୍ୱାସ୍ଥ୍ୟ ବଜେଟ ବୃଦ୍ଧି କରିବା ସହ ଗ୍ରାମାଞ୍ଚଳରେ ଡାକ୍ତରଙ୍କ ନିଯୁକ୍ତି ନିଶ୍ଚିତ କରିବା ଉଚିତ। ଡାକ୍ତରୀ ଛାତ୍ରଙ୍କ ପାଇଁ ଗ୍ରାମ ସେବା ବାଧ୍ୟତାମୂଳକ କରାଯାଇପାରେ। ଦୋଷୀ ଡାକ୍ତର ଓ ଅଧିକାରୀଙ୍କୁ ଦଣ୍ଡ ଦେଲେ ହିଁ ଏଭଳି ଘଟଣାର ପୁନରାବୃତ୍ତି ରୋକାଯାଇପାରିବ। ଲୋକଙ୍କ ଜୀବନ ସହ ଖେଳିବାକୁ କାହାକୁ ଅନୁମତି ଦିଆଯିବା ଉଚିତ ନୁହେଁ। bbox=[876, 161, 1146, 380]
sudoku-cell[interactable] bbox=[1208, 1744, 1243, 1793]
sudoku-header bbox=[1164, 1624, 1496, 1680]
sudoku-cell[interactable] bbox=[1278, 1842, 1313, 1866]
solution-cell: 1 bbox=[1328, 2066, 1346, 2082]
sudoku-cell[interactable] bbox=[1278, 1985, 1313, 2009]
solution-cell: 8 bbox=[1364, 2082, 1382, 2099]
sudoku-cell[interactable] bbox=[1452, 1865, 1487, 1889]
sudoku-cell[interactable] bbox=[1243, 1744, 1278, 1793]
address-box bbox=[1164, 1276, 1496, 1488]
solution-cell: 7 bbox=[1328, 2115, 1346, 2131]
solution-cell: 5 bbox=[1401, 2148, 1419, 2164]
letter2-title: କୁତ୍ସିତ ବୃତ୍ତି ପାଇଁ ଜୟଧ୍ୱନି bbox=[1162, 480, 1496, 510]
sudoku-cell[interactable] bbox=[1208, 1889, 1243, 1914]
sudoku-cell[interactable] bbox=[1347, 1962, 1382, 1986]
sudoku-panel bbox=[1164, 1624, 1496, 2304]
solution-cell: 7 bbox=[1437, 2180, 1455, 2196]
solution-cell: 2 bbox=[1328, 2164, 1346, 2180]
letter1-body: ମହାଶୟ, ଯେଉଁ ପ୍ରତିମାଙ୍କ ସମ୍ମୁଖରେ ଆମ୍ଭେ ନତମସ୍ତକ ହେଉ ତାହା ପ୍ରେରଣା ଦିଏ। ଆଜି ଯେଉଁ ଦେବତାଙ୍କ ପ୍ରତିମା କେଉଁ ସ୍ଥାନରେ ସ୍ଥାପନ କରାଯିବ ତାହା ନେଇ ବିବାଦ ଚାଲିଛି। ହିନ୍ଦୁ ଧର୍ମ ସର୍ବଦା ଉଦାର ଓ ସହନଶୀଳ ରହିଆସିଛି। ସମସ୍ତ ଧର୍ମକୁ ସମ୍ମାନ ଦେବା ଆମ ପରମ୍ପରା। କିଛି ଲୋକ ନିଜ ସ୍ୱାର୍ଥ ପାଇଁ ଧର୍ମକୁ ରାଜନୀତିର ଅସ୍ତ୍ର କରୁଛନ୍ତି। ଏହା ସମାଜ ପାଇଁ କ୍ଷତିକାରକ। ଆମେ ଏକତା ଓ ଭାଇଚାରା ବଜାୟ ରଖିବା ଦରକାର। bbox=[1162, 90, 1496, 187]
poem-line: ତୁମେ ବଞ୍ଚ, ଆମ ଜୀବନର bbox=[16, 56, 137, 71]
sudoku-cell[interactable] bbox=[1452, 1889, 1487, 1914]
sudoku-cell[interactable] bbox=[1208, 1865, 1243, 1889]
solution-cell: 5 bbox=[1456, 2131, 1474, 2148]
solution-cell: 3 bbox=[1456, 2082, 1474, 2099]
color-dots bbox=[714, 2315, 785, 2333]
article3-col1b: ଶ୍ରୀଅରବିନ୍ଦ ଓ ଶ୍ରୀମା ଏକ ନୂତନ ଚେତନାର ଅବତରଣ ପାଇଁ ସାଧନା କରିଥିଲେ। ସେମାନେ ବିଶ୍ୱାସ କରୁଥିଲେ ଯେ ମାନବ ବିବର୍ତ୍ତନର ପରବର୍ତ୍ତୀ ପର୍ଯ୍ୟାୟ ହେଉଛି ଅତିମାନସ ଚେତନା। ପଣ୍ଡିଚେରୀ ଆଶ୍ରମ ଆଜି ମଧ୍ୟ ଏହି ସାଧନାର କେନ୍ଦ୍ର ଭାବେ ପରିଚିତ। ସାରା ବିଶ୍ୱରୁ ସାଧକମାନେ ଏଠାକୁ ଆସନ୍ତି। ଓଡ଼ିଶାରେ ମଧ୍ୟ ଶହ ଶହ ଶ୍ରୀଅରବିନ୍ଦ ଶିକ୍ଷାକେନ୍ଦ୍ର ତାଙ୍କ ଶିକ୍ଷାଦର୍ଶନକୁ ପ୍ରସାରିତ କରୁଛନ୍ତି। bbox=[4, 1551, 374, 1651]
sudoku-cell[interactable] bbox=[1382, 1962, 1417, 1986]
sudoku-cell[interactable] bbox=[1278, 1695, 1313, 1744]
dharitri-ago-box bbox=[1164, 1500, 1496, 1610]
